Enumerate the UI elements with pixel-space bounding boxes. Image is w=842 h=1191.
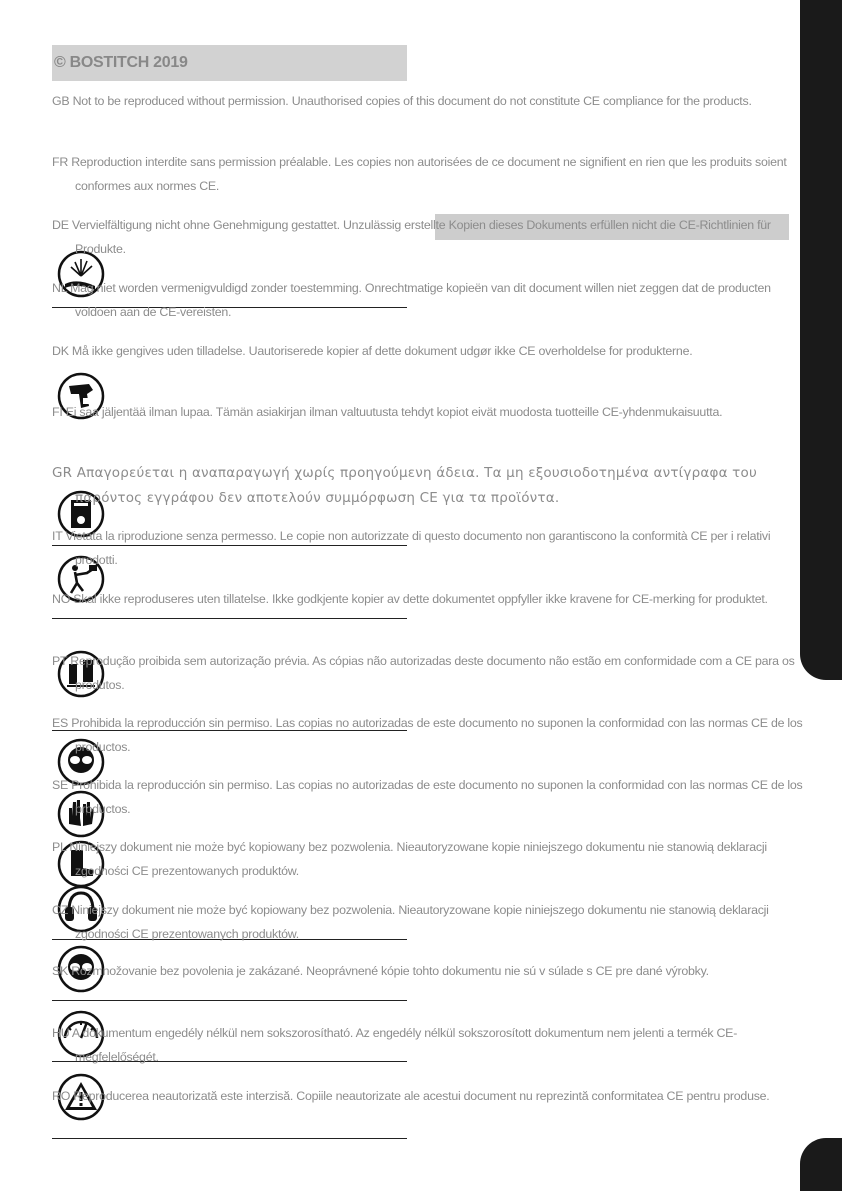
paragraph-nl: NL Mag niet worden vermenigvuldigd zonder toestemming. Onrechtmatige kopieën van dit document willen niet zeggen dat de producten voldoen aan de CE-vereisten. [52,281,771,319]
copyright-title: © BOSTITCH 2019 [52,45,407,81]
side-tab-bottom [800,1138,842,1191]
paragraph-fr: FR Reproduction interdite sans permission préalable. Les copies non autorisées de ce document ne signifient en rien que les produits soient conformes aux normes CE. [52,155,787,193]
divider [52,1000,407,1001]
paragraph-fi: FI Ei saa jäljentää ilman lupaa. Tämän asiakirjan ilman valtuutusta tehdyt kopiot eivät muodosta tuotteille CE-yhdenmukaisuutta. [52,405,723,419]
paragraph-gr: GR Απαγορεύεται η αναπαραγωγή χωρίς προηγούμενη άδεια. Τα μη εξουσιοδοτημένα αντίγραφα του παρόντος εγγράφου δεν αποτελούν συμμόρφωση CE για τα προϊόντα. [52,465,757,506]
divider [52,618,407,619]
paragraph-pt: PT Reprodução proibida sem autorização prévia. As cópias não autorizadas deste documento não estão em conformidade com a CE para os produtos. [52,654,795,692]
paragraph-pl: PL Niniejszy dokument nie może być kopiowany bez pozwolenia. Nieautoryzowane kopie niniejszego dokumentu nie stanowią deklaracji zgodności CE prezentowanych produktów. [52,840,767,878]
paragraph-se: SE Prohibida la reproducción sin permiso. Las copias no autorizadas de este documento no suponen la conformidad con las normas CE de los productos. [52,778,803,816]
paragraph-de: DE Vervielfältigung nicht ohne Genehmigung gestattet. Unzulässig erstellte Kopien dieses Dokuments erfüllen nicht die CE-Richtlinien für Produkte. [52,218,771,256]
paragraph-no: NO Skal ikke reproduseres uten tillatelse. Ikke godkjente kopier av dette dokumentet oppfyller ikke kravene for CE-merking for produktet. [52,592,768,606]
paragraph-it: IT Vietata la riproduzione senza permesso. Le copie non autorizzate di questo documento non garantiscono la conformità CE per i relativi prodotti. [52,529,771,567]
paragraph-hu: HU A dokumentum engedély nélkül nem sokszorosítható. Az engedély nélkül sokszorosított dokumentum nem jelenti a termék CE-megfelelőségét. [52,1026,738,1064]
paragraph-gb: GB Not to be reproduced without permission. Unauthorised copies of this document do not constitute CE compliance for the products. [52,94,752,108]
paragraph-dk: DK Må ikke gengives uden tilladelse. Uautoriserede kopier af dette dokument udgør ikke CE overholdelse for produkterne. [52,344,693,358]
divider [52,1138,407,1139]
paragraph-ro: RO Reproducerea neautorizată este interzisă. Copiile neautorizate ale acestui document nu reprezintă conformitatea CE pentru produse. [52,1089,770,1103]
paragraph-es: ES Prohibida la reproducción sin permiso. Las copias no autorizadas de este documento no suponen la conformidad con las normas CE de los productos. [52,716,803,754]
paragraph-cz: CZ Niniejszy dokument nie może być kopiowany bez pozwolenia. Nieautoryzowane kopie niniejszego dokumentu nie stanowią deklaracji zgodności CE prezentowanych produktów. [52,903,769,941]
paragraph-sk: SK Rozmnožovanie bez povolenia je zakázané. Neoprávnené kópie tohto dokumentu nie sú v súlade s CE pre dané výrobky. [52,964,709,978]
